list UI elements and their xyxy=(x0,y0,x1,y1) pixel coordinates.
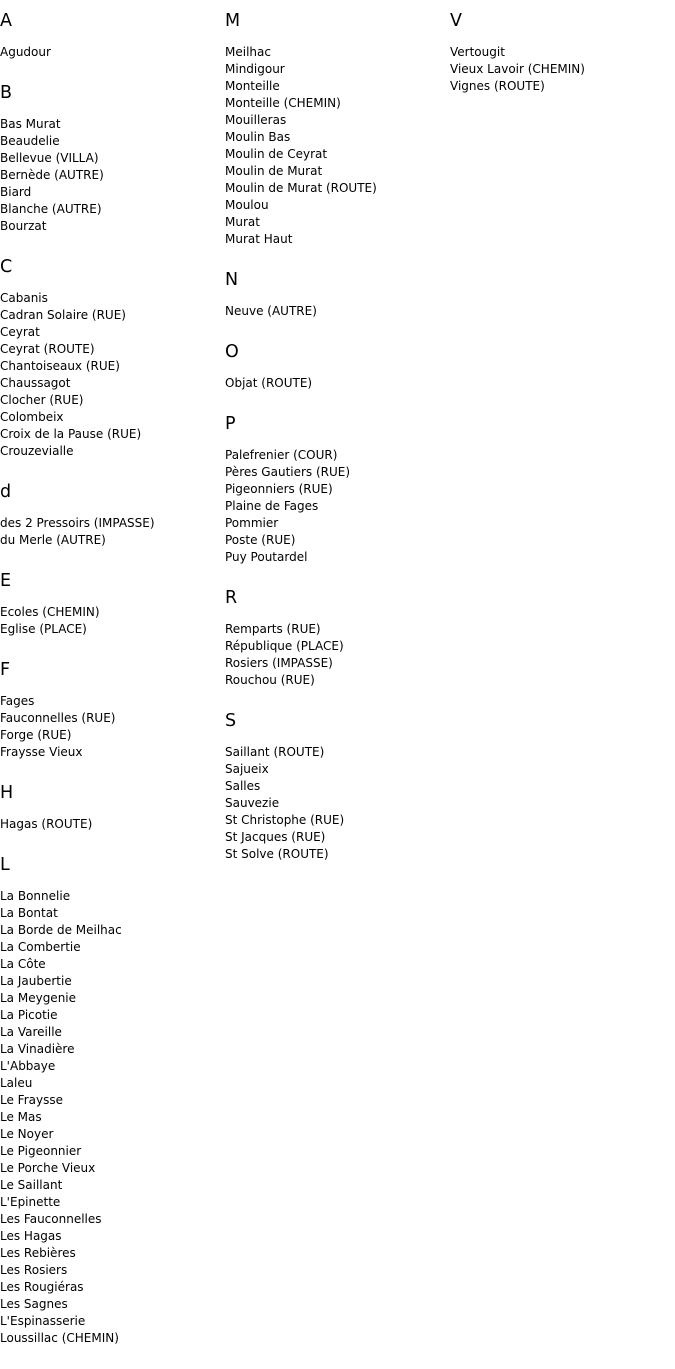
street-list xyxy=(0,593,225,638)
letter-section xyxy=(0,460,225,549)
street-link[interactable]: Eglise (PLACE) xyxy=(0,622,87,636)
street-link[interactable]: Bas Murat xyxy=(0,117,61,131)
letter-section xyxy=(225,320,450,392)
section-letter-heading: O xyxy=(225,342,239,362)
street-link[interactable]: Vignes (ROUTE) xyxy=(450,79,545,93)
street-list xyxy=(225,292,450,320)
street-link[interactable]: Le Fraysse xyxy=(0,1093,63,1107)
street-link[interactable]: St Christophe (RUE) xyxy=(225,813,345,827)
section-letter-heading: B xyxy=(0,83,13,103)
street-link[interactable]: Cadran Solaire (RUE) xyxy=(0,308,126,322)
street-link[interactable]: Le Porche Vieux xyxy=(0,1161,96,1175)
street-link[interactable]: Le Saillant xyxy=(0,1178,63,1192)
street-link[interactable]: Fages xyxy=(0,694,35,708)
letter-section xyxy=(225,248,450,320)
street-list xyxy=(225,733,450,863)
section-letter-heading: C xyxy=(0,257,13,277)
street-link[interactable]: Les Rosiers xyxy=(0,1263,68,1277)
street-link[interactable]: Monteille xyxy=(225,79,280,93)
street-link[interactable]: Le Noyer xyxy=(0,1127,54,1141)
street-list xyxy=(0,805,225,833)
street-link[interactable]: Hagas (ROUTE) xyxy=(0,817,93,831)
street-link[interactable]: Sauvezie xyxy=(225,796,280,810)
street-link[interactable]: La Vinadière xyxy=(0,1042,75,1056)
street-link[interactable]: Bourzat xyxy=(0,219,47,233)
street-list xyxy=(225,436,450,566)
letter-section xyxy=(0,833,225,1347)
street-link[interactable]: Les Fauconnelles xyxy=(0,1212,102,1226)
street-link[interactable]: La Meygenie xyxy=(0,991,77,1005)
section-letter-heading: A xyxy=(0,11,12,31)
street-link[interactable]: Vertougit xyxy=(450,45,505,59)
street-link[interactable]: Ceyrat (ROUTE) xyxy=(0,342,95,356)
street-link[interactable]: Les Sagnes xyxy=(0,1297,68,1311)
street-link[interactable]: Crouzevialle xyxy=(0,444,74,458)
street-link[interactable]: Croix de la Pause (RUE) xyxy=(0,427,142,441)
street-link[interactable]: Colombeix xyxy=(0,410,64,424)
street-link[interactable]: Plaine de Fages xyxy=(225,499,319,513)
street-link[interactable]: Biard xyxy=(0,185,32,199)
street-link[interactable]: Rosiers (IMPASSE) xyxy=(225,656,333,670)
street-link[interactable]: La Jaubertie xyxy=(0,974,72,988)
street-link[interactable]: Chantoiseaux (RUE) xyxy=(0,359,120,373)
street-list xyxy=(450,33,675,95)
letter-section xyxy=(0,638,225,761)
street-link[interactable]: Cabanis xyxy=(0,291,48,305)
section-letter-heading: S xyxy=(225,711,237,731)
index-column-1 xyxy=(0,0,225,1347)
letter-section xyxy=(225,392,450,566)
letter-section xyxy=(0,549,225,638)
street-link[interactable]: La Combertie xyxy=(0,940,81,954)
street-link[interactable]: Palefrenier (COUR) xyxy=(225,448,338,462)
section-letter-heading: L xyxy=(0,855,10,875)
street-link[interactable]: Mindigour xyxy=(225,62,285,76)
street-link[interactable]: Le Pigeonnier xyxy=(0,1144,82,1158)
street-link[interactable]: Fauconnelles (RUE) xyxy=(0,711,116,725)
street-link[interactable]: L'Espinasserie xyxy=(0,1314,86,1328)
street-link[interactable]: Rouchou (RUE) xyxy=(225,673,315,687)
street-list xyxy=(225,364,450,392)
street-link[interactable]: Mouilleras xyxy=(225,113,287,127)
section-letter-heading: M xyxy=(225,11,241,31)
section-letter-heading: V xyxy=(450,11,462,31)
street-link[interactable]: Saillant (ROUTE) xyxy=(225,745,325,759)
letter-section xyxy=(225,689,450,863)
street-link[interactable]: Les Hagas xyxy=(0,1229,62,1243)
letter-section xyxy=(0,0,225,61)
section-letter-heading: H xyxy=(0,783,14,803)
street-link[interactable]: St Solve (ROUTE) xyxy=(225,847,329,861)
street-link[interactable]: Chaussagot xyxy=(0,376,71,390)
street-link[interactable]: Moulin de Murat (ROUTE) xyxy=(225,181,377,195)
street-link[interactable]: La Picotie xyxy=(0,1008,58,1022)
letter-section xyxy=(0,761,225,833)
street-link[interactable]: Ceyrat xyxy=(0,325,40,339)
street-link[interactable]: Forge (RUE) xyxy=(0,728,72,742)
street-list xyxy=(225,610,450,689)
street-link[interactable]: Bellevue (VILLA) xyxy=(0,151,99,165)
street-link[interactable]: La Bontat xyxy=(0,906,58,920)
street-link[interactable]: La Bonnelie xyxy=(0,889,71,903)
street-list xyxy=(225,33,450,248)
street-link[interactable]: Moulin Bas xyxy=(225,130,291,144)
street-link[interactable]: Salles xyxy=(225,779,261,793)
street-link[interactable]: Pigeonniers (RUE) xyxy=(225,482,333,496)
street-link[interactable]: Laleu xyxy=(0,1076,33,1090)
street-link[interactable]: Ecoles (CHEMIN) xyxy=(0,605,100,619)
street-link[interactable]: L'Abbaye xyxy=(0,1059,56,1073)
street-link[interactable]: Beaudelie xyxy=(0,134,60,148)
street-list xyxy=(0,105,225,235)
street-link[interactable]: St Jacques (RUE) xyxy=(225,830,326,844)
street-link[interactable]: Objat (ROUTE) xyxy=(225,376,313,390)
street-link[interactable]: Moulin de Ceyrat xyxy=(225,147,328,161)
street-link[interactable]: République (PLACE) xyxy=(225,639,344,653)
section-letter-heading: P xyxy=(225,414,236,434)
street-link[interactable]: Poste (RUE) xyxy=(225,533,296,547)
street-link[interactable]: Fraysse Vieux xyxy=(0,745,83,759)
letter-section xyxy=(0,235,225,460)
section-letter-heading: d xyxy=(0,482,12,502)
street-link[interactable]: La Côte xyxy=(0,957,46,971)
index-column-3 xyxy=(450,0,675,95)
section-letter-heading: N xyxy=(225,270,239,290)
street-link[interactable]: Sajueix xyxy=(225,762,269,776)
street-link[interactable]: Les Rebières xyxy=(0,1246,76,1260)
street-link[interactable]: Moulou xyxy=(225,198,269,212)
street-link[interactable]: Meilhac xyxy=(225,45,271,59)
street-link[interactable]: Monteille (CHEMIN) xyxy=(225,96,341,110)
street-link[interactable]: Pères Gautiers (RUE) xyxy=(225,465,351,479)
street-link[interactable]: Le Mas xyxy=(0,1110,42,1124)
street-link[interactable]: des 2 Pressoirs (IMPASSE) xyxy=(0,516,155,530)
street-link[interactable]: Puy Poutardel xyxy=(225,550,308,564)
letter-section xyxy=(0,61,225,235)
street-link[interactable]: Vieux Lavoir (CHEMIN) xyxy=(450,62,585,76)
index-column-2 xyxy=(225,0,450,863)
letter-section xyxy=(225,0,450,248)
section-letter-heading: E xyxy=(0,571,12,591)
street-link[interactable]: du Merle (AUTRE) xyxy=(0,533,106,547)
street-link[interactable]: La Vareille xyxy=(0,1025,62,1039)
street-link[interactable]: Murat Haut xyxy=(225,232,293,246)
street-link[interactable]: Murat xyxy=(225,215,260,229)
letter-section xyxy=(450,0,675,95)
street-link[interactable]: Moulin de Murat xyxy=(225,164,323,178)
street-link[interactable]: L'Epinette xyxy=(0,1195,61,1209)
street-list xyxy=(0,279,225,460)
street-link[interactable]: Blanche (AUTRE) xyxy=(0,202,102,216)
street-link[interactable]: Clocher (RUE) xyxy=(0,393,84,407)
street-link[interactable]: Agudour xyxy=(0,45,51,59)
section-letter-heading: R xyxy=(225,588,238,608)
street-link[interactable]: Pommier xyxy=(225,516,279,530)
street-list xyxy=(0,33,225,61)
street-link[interactable]: Loussillac (CHEMIN) xyxy=(0,1331,119,1345)
street-link[interactable]: Bernède (AUTRE) xyxy=(0,168,104,182)
section-letter-heading: F xyxy=(0,660,11,680)
street-link[interactable]: Les Rougiéras xyxy=(0,1280,84,1294)
letter-section xyxy=(225,566,450,689)
street-link[interactable]: Remparts (RUE) xyxy=(225,622,321,636)
street-link[interactable]: La Borde de Meilhac xyxy=(0,923,122,937)
street-link[interactable]: Neuve (AUTRE) xyxy=(225,304,317,318)
street-list xyxy=(0,877,225,1347)
street-list xyxy=(0,504,225,549)
street-list xyxy=(0,682,225,761)
